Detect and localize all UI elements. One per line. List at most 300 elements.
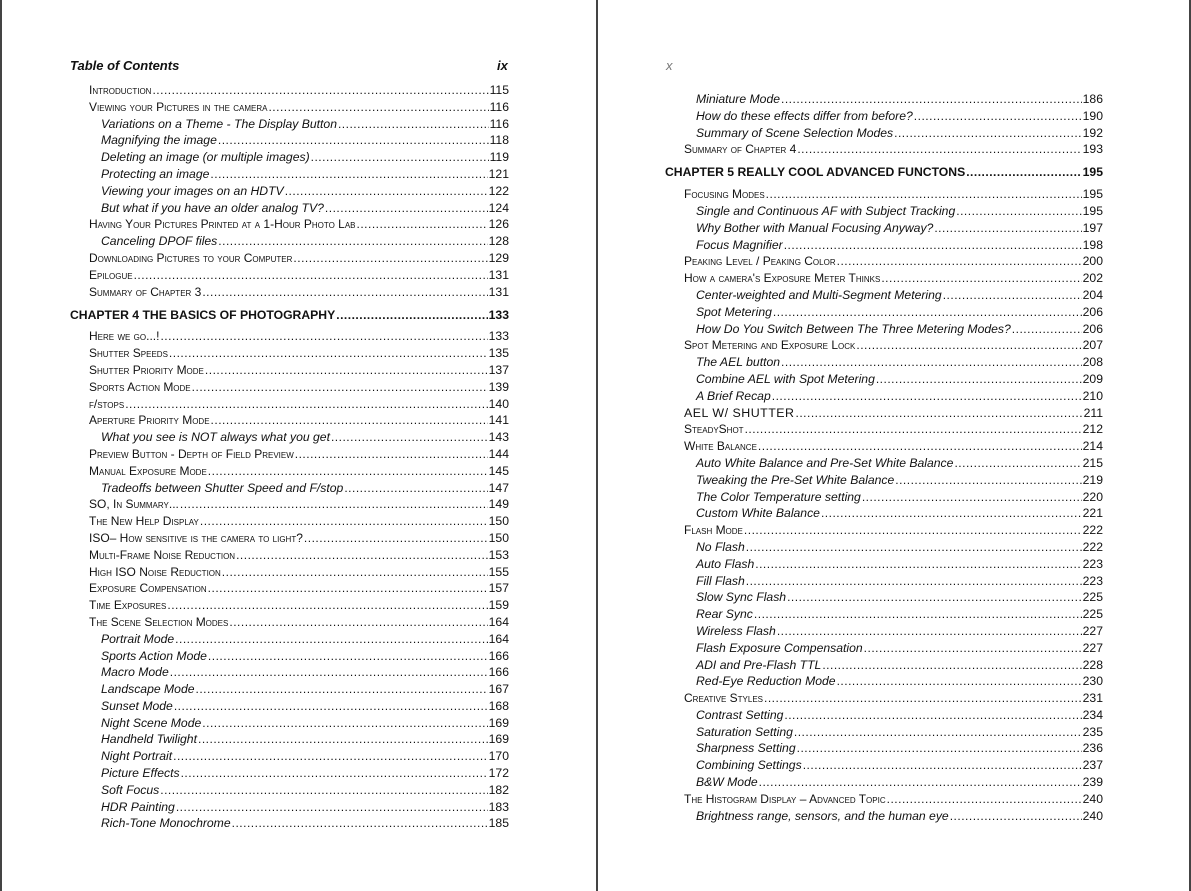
toc-entry	[89, 429, 509, 446]
toc-entry	[684, 371, 1103, 388]
dot-leader	[754, 606, 1082, 623]
toc-entry	[684, 237, 1103, 254]
toc-entry-page-number: 141	[488, 413, 509, 428]
toc-entry-title: Combining Settings	[696, 758, 802, 773]
dot-leader	[837, 673, 1082, 690]
toc-entry	[89, 614, 509, 631]
dot-leader	[293, 250, 487, 267]
dot-leader	[202, 284, 487, 301]
toc-entry-page-number: 195	[1082, 165, 1103, 180]
toc-entry-page-number: 145	[488, 463, 509, 478]
dot-leader	[205, 362, 488, 379]
toc-entry-page-number: 126	[488, 217, 509, 232]
toc-entry-title: The Histogram Display – Advanced Topic	[684, 791, 886, 806]
toc-entry-title: ISO– How sensitive is the camera to light?	[89, 530, 303, 545]
toc-entry-title: Saturation Setting	[696, 724, 793, 739]
toc-entry	[89, 216, 509, 233]
toc-entry-page-number: 231	[1082, 691, 1103, 706]
dot-leader	[856, 337, 1081, 354]
toc-entry-page-number: 147	[488, 480, 509, 495]
toc-entry-page-number: 133	[488, 307, 509, 322]
toc-entry	[89, 379, 509, 396]
toc-entry-title: Summary of Chapter 3	[89, 284, 202, 299]
toc-list-right	[665, 91, 1103, 824]
toc-entry-page-number: 215	[1082, 455, 1103, 470]
toc-entry-title: Here we go...!	[89, 329, 160, 344]
toc-entry-title: Single and Continuous AF with Subject Tracking	[696, 203, 956, 218]
toc-entry-page-number: 140	[488, 396, 509, 411]
toc-entry	[684, 186, 1103, 203]
toc-entry	[684, 640, 1103, 657]
dot-leader	[956, 203, 1081, 220]
toc-entry	[684, 707, 1103, 724]
toc-entry	[684, 141, 1103, 158]
dot-leader	[803, 757, 1082, 774]
toc-entry-title: Handheld Twilight	[101, 732, 197, 747]
toc-entry-title: White Balance	[684, 439, 757, 454]
toc-entry-title: Tweaking the Pre-Set White Balance	[696, 472, 895, 487]
dot-leader	[160, 782, 487, 799]
toc-entry-page-number: 166	[488, 648, 509, 663]
dot-leader	[787, 589, 1082, 606]
toc-chapter-heading	[70, 306, 509, 323]
toc-entry	[684, 623, 1103, 640]
toc-entry	[89, 698, 509, 715]
dot-leader	[196, 681, 488, 698]
toc-entry	[684, 108, 1103, 125]
toc-entry	[684, 724, 1103, 741]
dot-leader	[837, 253, 1082, 270]
toc-entry-title: Sunset Mode	[101, 698, 173, 713]
dot-leader	[1012, 321, 1082, 338]
toc-entry	[89, 183, 509, 200]
toc-entry-page-number: 170	[488, 749, 509, 764]
dot-leader	[180, 496, 488, 513]
toc-entry	[684, 421, 1103, 438]
toc-entry-title: Auto Flash	[696, 556, 755, 571]
toc-entry-title: Variations on a Theme - The Display Button	[101, 116, 337, 131]
toc-entry	[89, 328, 509, 345]
toc-entry-title: Downloading Pictures to your Computer	[89, 250, 293, 265]
toc-entry	[89, 463, 509, 480]
toc-entry-title: What you see is NOT always what you get	[101, 430, 330, 445]
dot-leader	[208, 648, 488, 665]
toc-entry-page-number: 207	[1082, 338, 1103, 353]
dot-leader	[208, 580, 488, 597]
toc-entry-page-number: 206	[1082, 321, 1103, 336]
toc-entry-page-number: 192	[1082, 125, 1103, 140]
toc-entry-title: Focusing Modes	[684, 187, 765, 202]
toc-entry	[684, 489, 1103, 506]
dot-leader	[200, 513, 488, 530]
dot-leader	[160, 328, 487, 345]
toc-entry-title: Introduction	[89, 83, 152, 97]
toc-entry-page-number: 200	[1082, 254, 1103, 269]
dot-leader	[781, 91, 1082, 108]
toc-entry-title: Epilogue	[89, 267, 133, 282]
toc-entry-page-number: 214	[1082, 439, 1103, 454]
toc-entry	[89, 664, 509, 681]
dot-leader	[357, 216, 488, 233]
dot-leader	[304, 530, 488, 547]
toc-entry-page-number: 212	[1082, 422, 1103, 437]
toc-entry-page-number: 144	[488, 446, 509, 461]
toc-entry-page-number: 198	[1082, 237, 1103, 252]
toc-entry-page-number: 209	[1082, 371, 1103, 386]
dot-leader	[895, 472, 1081, 489]
toc-entry-page-number: 235	[1082, 724, 1103, 739]
toc-entry	[89, 132, 509, 149]
dot-leader	[821, 505, 1082, 522]
toc-entry-title: Brightness range, sensors, and the human eye	[696, 808, 949, 823]
toc-entry-page-number: 183	[488, 799, 509, 814]
toc-entry	[89, 496, 509, 513]
dot-leader	[745, 421, 1082, 438]
toc-entry	[89, 547, 509, 564]
toc-entry	[89, 166, 509, 183]
toc-entry-page-number: 182	[488, 782, 509, 797]
page-number: x	[666, 58, 673, 73]
right-page	[598, 0, 1189, 891]
toc-entry-page-number: 230	[1082, 674, 1103, 689]
toc-entry	[89, 597, 509, 614]
toc-entry-title: A Brief Recap	[696, 388, 771, 403]
dot-leader	[344, 480, 487, 497]
toc-entry-title: Summary of Chapter 4	[684, 142, 797, 157]
dot-leader	[211, 412, 488, 429]
toc-entry-page-number: 228	[1082, 657, 1103, 672]
toc-entry	[684, 125, 1103, 142]
toc-entry-title: Summary of Scene Selection Modes	[696, 125, 894, 140]
dot-leader	[772, 388, 1082, 405]
toc-entry	[89, 446, 509, 463]
toc-entry	[89, 513, 509, 530]
toc-entry-title: Sports Action Mode	[101, 648, 207, 663]
dot-leader	[192, 379, 488, 396]
page-header-title: Table of Contents	[70, 58, 180, 73]
toc-entry-title: Having Your Pictures Printed at a 1-Hour Photo Lab	[89, 217, 356, 232]
toc-entry-title: Rear Sync	[696, 607, 753, 622]
dot-leader	[876, 371, 1082, 388]
toc-entry	[684, 556, 1103, 573]
toc-entry-title: Viewing your images on an HDTV	[101, 183, 284, 198]
toc-entry	[684, 455, 1103, 472]
toc-entry-page-number: 150	[488, 530, 509, 545]
dot-leader	[862, 489, 1082, 506]
toc-entry-page-number: 195	[1082, 203, 1103, 218]
toc-entry-title: Rich-Tone Monochrome	[101, 816, 231, 831]
toc-entry-title: Spot Metering	[696, 304, 772, 319]
toc-entry-page-number: 193	[1082, 142, 1103, 157]
dot-leader	[864, 640, 1082, 657]
dot-leader	[169, 345, 488, 362]
toc-entry	[89, 233, 509, 250]
toc-entry-page-number: 131	[488, 267, 509, 282]
toc-entry	[684, 405, 1103, 422]
toc-entry-title: SO, In Summary...	[89, 497, 179, 512]
dot-leader	[773, 304, 1082, 321]
toc-entry	[89, 765, 509, 782]
toc-entry-title: Multi-Frame Noise Reduction	[89, 547, 236, 562]
dot-leader	[764, 690, 1082, 707]
dot-leader	[222, 564, 488, 581]
toc-entry-title: Magnifying the image	[101, 133, 217, 148]
toc-entry-title: Sharpness Setting	[696, 741, 796, 756]
dot-leader	[134, 267, 488, 284]
toc-entry-title: Slow Sync Flash	[696, 590, 787, 605]
toc-entry-page-number: 206	[1082, 304, 1103, 319]
toc-entry-page-number: 153	[488, 547, 509, 562]
toc-entry-title: How a camera's Exposure Meter Thinks	[684, 271, 881, 286]
toc-entry-page-number: 227	[1082, 640, 1103, 655]
toc-entry-title: How do these effects differ from before?	[696, 108, 913, 123]
dot-leader	[208, 463, 488, 480]
toc-entry-page-number: 166	[488, 665, 509, 680]
dot-leader	[794, 724, 1082, 741]
dot-leader	[218, 132, 489, 149]
toc-entry-title: Auto White Balance and Pre-Set White Balance	[696, 455, 954, 470]
toc-entry-page-number: 210	[1082, 388, 1103, 403]
toc-entry-page-number: 236	[1082, 741, 1103, 756]
dot-leader	[229, 614, 487, 631]
dot-leader	[781, 354, 1082, 371]
toc-entry-title: Exposure Compensation	[89, 581, 207, 596]
toc-entry	[89, 731, 509, 748]
toc-entry-page-number: 143	[488, 430, 509, 445]
dot-leader	[218, 233, 487, 250]
toc-entry-page-number: 155	[488, 564, 509, 579]
toc-entry-title: Combine AEL with Spot Metering	[696, 371, 875, 386]
toc-entry-title: Spot Metering and Exposure Lock	[684, 338, 856, 353]
dot-leader	[175, 631, 488, 648]
toc-entry	[89, 480, 509, 497]
dot-leader	[954, 455, 1081, 472]
toc-entry-page-number: 116	[489, 99, 509, 114]
dot-leader	[210, 166, 487, 183]
toc-entry	[89, 580, 509, 597]
toc-entry-page-number: 185	[488, 816, 509, 831]
toc-entry-page-number: 208	[1082, 355, 1103, 370]
toc-entry-title: No Flash	[696, 539, 745, 554]
toc-entry	[684, 91, 1103, 108]
toc-entry	[684, 791, 1103, 808]
toc-entry	[684, 757, 1103, 774]
toc-entry-page-number: 167	[488, 682, 509, 697]
toc-entry	[684, 505, 1103, 522]
toc-entry-page-number: 169	[488, 732, 509, 747]
toc-entry	[89, 748, 509, 765]
toc-entry-title: CHAPTER 5 REALLY COOL ADVANCED FUNCTONS	[665, 165, 966, 180]
toc-entry-page-number: 169	[488, 715, 509, 730]
dot-leader	[744, 522, 1082, 539]
toc-entry-title: Miniature Mode	[696, 92, 780, 106]
toc-entry	[684, 690, 1103, 707]
toc-entry-title: Why Bother with Manual Focusing Anyway?	[696, 220, 934, 235]
dot-leader	[198, 731, 488, 748]
dot-leader	[796, 405, 1083, 422]
toc-entry	[684, 472, 1103, 489]
dot-leader	[881, 270, 1081, 287]
toc-entry-title: CHAPTER 4 THE BASICS OF PHOTOGRAPHY	[70, 307, 336, 322]
toc-entry-title: Contrast Setting	[696, 707, 784, 722]
dot-leader	[176, 799, 488, 816]
dot-leader	[174, 698, 488, 715]
toc-entry-title: ADI and Pre-Flash TTL	[696, 657, 822, 672]
toc-entry	[684, 287, 1103, 304]
toc-entry-page-number: 204	[1082, 287, 1103, 302]
toc-entry-page-number: 240	[1082, 791, 1103, 806]
dot-leader	[914, 108, 1082, 125]
toc-entry	[684, 220, 1103, 237]
toc-entry-title: How Do You Switch Between The Three Metering Modes?	[696, 321, 1011, 336]
dot-leader	[311, 149, 489, 166]
toc-entry-title: Landscape Mode	[101, 682, 195, 697]
dot-leader	[170, 664, 488, 681]
dot-leader	[777, 623, 1082, 640]
toc-entry-title: AEL W/ SHUTTER	[684, 405, 795, 420]
toc-entry-page-number: 202	[1082, 271, 1103, 286]
toc-entry-title: Manual Exposure Mode	[89, 463, 207, 478]
toc-entry-title: Canceling DPOF files	[101, 234, 218, 249]
dot-leader	[336, 307, 487, 324]
dot-leader	[887, 791, 1082, 808]
toc-entry-title: Night Portrait	[101, 749, 173, 764]
toc-entry-page-number: 222	[1082, 523, 1103, 538]
toc-entry-page-number: 186	[1082, 92, 1103, 106]
toc-entry-title: Focus Magnifier	[696, 237, 783, 252]
dot-leader	[784, 237, 1082, 254]
toc-entry	[684, 354, 1103, 371]
toc-entry-page-number: 223	[1082, 573, 1103, 588]
toc-entry-page-number: 220	[1082, 489, 1103, 504]
dot-leader	[285, 183, 488, 200]
dot-leader	[759, 774, 1082, 791]
dot-leader	[232, 815, 488, 832]
toc-entry	[89, 149, 509, 166]
toc-entry	[684, 522, 1103, 539]
toc-entry-title: Night Scene Mode	[101, 715, 202, 730]
toc-entry-page-number: 227	[1082, 623, 1103, 638]
toc-entry-page-number: 190	[1082, 108, 1103, 123]
dot-leader	[202, 715, 487, 732]
dot-leader	[268, 99, 488, 116]
dot-leader	[236, 547, 488, 564]
dot-leader	[152, 82, 488, 99]
toc-entry-page-number: 239	[1082, 775, 1103, 790]
toc-entry	[89, 815, 509, 832]
toc-entry-page-number: 119	[489, 150, 509, 165]
toc-entry-title: Sports Action Mode	[89, 379, 191, 394]
dot-leader	[331, 429, 488, 446]
toc-entry	[684, 270, 1103, 287]
toc-entry-page-number: 149	[488, 497, 509, 512]
toc-entry-title: Time Exposures	[89, 598, 167, 613]
toc-entry-title: Viewing your Pictures in the camera	[89, 99, 268, 114]
toc-chapter-heading	[665, 164, 1103, 181]
dot-leader	[173, 748, 488, 765]
dot-leader	[755, 556, 1081, 573]
toc-entry	[89, 267, 509, 284]
toc-entry-title: Creative Styles	[684, 691, 763, 706]
toc-entry-page-number: 135	[488, 346, 509, 361]
toc-entry-page-number: 168	[488, 698, 509, 713]
toc-entry-title: Flash Exposure Compensation	[696, 640, 863, 655]
toc-entry-page-number: 115	[489, 83, 509, 97]
toc-entry	[684, 774, 1103, 791]
toc-entry	[89, 250, 509, 267]
toc-entry	[684, 388, 1103, 405]
toc-entry	[684, 657, 1103, 674]
toc-entry	[684, 740, 1103, 757]
toc-entry-title: Aperture Priority Mode	[89, 413, 210, 428]
toc-entry-page-number: 150	[488, 514, 509, 529]
toc-entry-title: But what if you have an older analog TV?	[101, 200, 324, 215]
toc-entry-title: HDR Painting	[101, 799, 175, 814]
toc-entry-title: Soft Focus	[101, 782, 160, 797]
toc-entry	[684, 573, 1103, 590]
toc-entry	[684, 438, 1103, 455]
dot-leader	[181, 765, 488, 782]
toc-entry	[89, 715, 509, 732]
toc-entry-title: Protecting an image	[101, 166, 210, 181]
toc-entry	[89, 799, 509, 816]
toc-entry	[89, 284, 509, 301]
toc-entry-page-number: 223	[1082, 556, 1103, 571]
toc-entry-page-number: 211	[1083, 405, 1103, 420]
toc-entry-title: Peaking Level / Peaking Color	[684, 254, 836, 269]
toc-entry-page-number: 234	[1082, 707, 1103, 722]
toc-entry-title: B&W Mode	[696, 775, 758, 790]
toc-entry	[89, 82, 509, 99]
toc-entry-page-number: 219	[1082, 472, 1103, 487]
toc-entry	[684, 673, 1103, 690]
dot-leader	[295, 446, 488, 463]
toc-entry-title: Custom White Balance	[696, 506, 820, 521]
dot-leader	[758, 438, 1082, 455]
toc-entry-title: f/stops	[89, 396, 125, 411]
toc-entry-page-number: 164	[488, 631, 509, 646]
toc-entry-page-number: 137	[488, 362, 509, 377]
toc-entry	[684, 337, 1103, 354]
toc-entry-page-number: 195	[1082, 187, 1103, 202]
toc-entry	[684, 539, 1103, 556]
toc-entry-title: Macro Mode	[101, 665, 169, 680]
toc-entry-title: Fill Flash	[696, 573, 745, 588]
toc-entry-page-number: 121	[488, 166, 509, 181]
toc-entry-page-number: 124	[488, 200, 509, 215]
toc-entry-page-number: 164	[488, 614, 509, 629]
toc-entry-title: SteadyShot	[684, 422, 744, 437]
toc-entry	[89, 782, 509, 799]
toc-entry	[89, 99, 509, 116]
toc-entry-title: Red-Eye Reduction Mode	[696, 674, 836, 689]
toc-entry	[89, 648, 509, 665]
toc-entry-page-number: 116	[489, 116, 509, 131]
dot-leader	[125, 396, 487, 413]
toc-entry	[89, 681, 509, 698]
toc-entry-page-number: 225	[1082, 590, 1103, 605]
toc-entry	[684, 321, 1103, 338]
toc-entry	[684, 253, 1103, 270]
dot-leader	[325, 200, 488, 217]
toc-entry-title: Preview Button - Depth of Field Preview	[89, 446, 294, 461]
toc-entry	[89, 412, 509, 429]
dot-leader	[966, 164, 1081, 181]
toc-entry	[89, 345, 509, 362]
dot-leader	[766, 186, 1082, 203]
toc-entry-title: Deleting an image (or multiple images)	[101, 150, 310, 165]
toc-entry	[89, 200, 509, 217]
